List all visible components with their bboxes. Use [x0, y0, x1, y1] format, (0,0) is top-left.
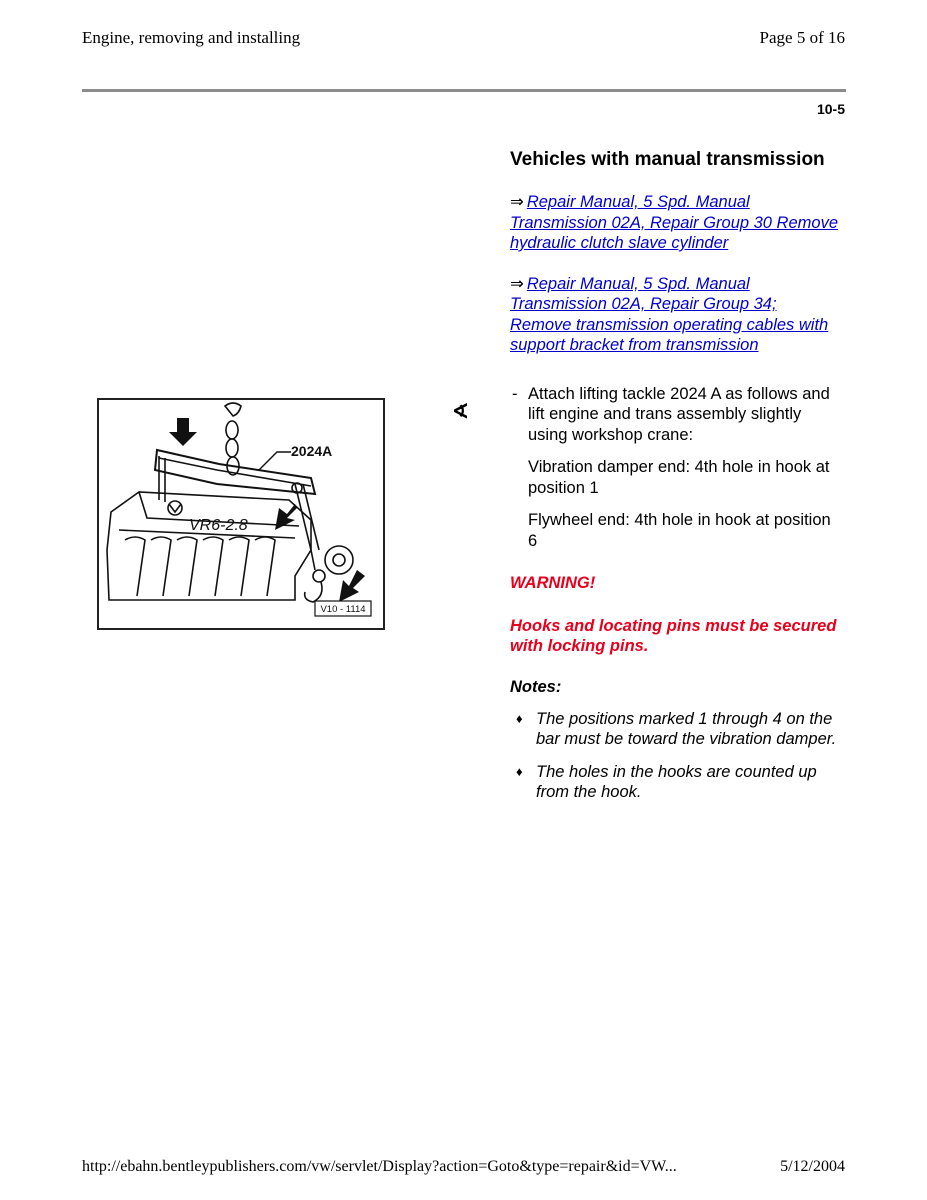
- page-code: 10-5: [816, 101, 845, 117]
- engine-lifting-illustration: [97, 398, 385, 630]
- diamond-bullet-icon: ♦: [516, 763, 523, 779]
- link-clutch-slave-cylinder[interactable]: Repair Manual, 5 Spd. Manual Transmission 02A, Repair Group 30 Remove hydraulic clutch slave cylinder: [510, 193, 839, 252]
- step-dash: -: [512, 384, 518, 403]
- cross-reference-2: [510, 274, 840, 356]
- warning-title: WARNING!: [510, 574, 596, 592]
- warning-text: Hooks and locating pins must be secured with locking pins.: [510, 616, 837, 655]
- header-rule: [82, 89, 846, 92]
- step-text: Attach lifting tackle 2024 A as follows and lift engine and trans assembly slightly using workshop crane:: [528, 384, 830, 444]
- engine-illustration-svg: [99, 400, 383, 628]
- pointer-icon: ∢: [452, 401, 469, 423]
- figure-ref-code: V10 - 1114: [320, 604, 366, 615]
- footer-date: 5/12/2004: [780, 1158, 845, 1175]
- arrow-marker-bottom: [339, 570, 365, 602]
- document-title: Engine, removing and installing: [82, 28, 301, 47]
- link-transmission-cables[interactable]: Repair Manual, 5 Spd. Manual Transmission 02A, Repair Group 34; Remove transmission operating cables with support bracket from transmission: [510, 274, 829, 354]
- note-item: [510, 709, 840, 750]
- arrow-marker-top: [169, 418, 197, 446]
- diamond-bullet-icon: ♦: [516, 710, 523, 726]
- tool-label: 2024A: [291, 443, 333, 459]
- footer-url: http://ebahn.bentleypublishers.com/vw/servlet/Display?action=Goto&type=repair&id=VW...: [82, 1158, 677, 1175]
- step-item: [510, 384, 840, 446]
- step-detail-damper: Vibration damper end: 4th hole in hook at position 1: [528, 458, 830, 497]
- instruction-column: [510, 148, 840, 803]
- engine-lettering: VR6-2.8: [189, 517, 248, 534]
- section-heading: Vehicles with manual transmission: [510, 149, 825, 170]
- cross-reference-1: [510, 192, 840, 254]
- note-text: The holes in the hooks are counted up from the hook.: [536, 762, 817, 801]
- reference-arrow-icon: ⇒: [510, 193, 524, 211]
- notes-heading: Notes:: [510, 677, 562, 696]
- page-number: Page 5 of 16: [759, 28, 845, 47]
- step-detail-flywheel: Flywheel end: 4th hole in hook at position 6: [528, 511, 831, 550]
- note-text: The positions marked 1 through 4 on the bar must be toward the vibration damper.: [536, 709, 837, 748]
- note-item: [510, 762, 840, 803]
- reference-arrow-icon: ⇒: [510, 274, 524, 293]
